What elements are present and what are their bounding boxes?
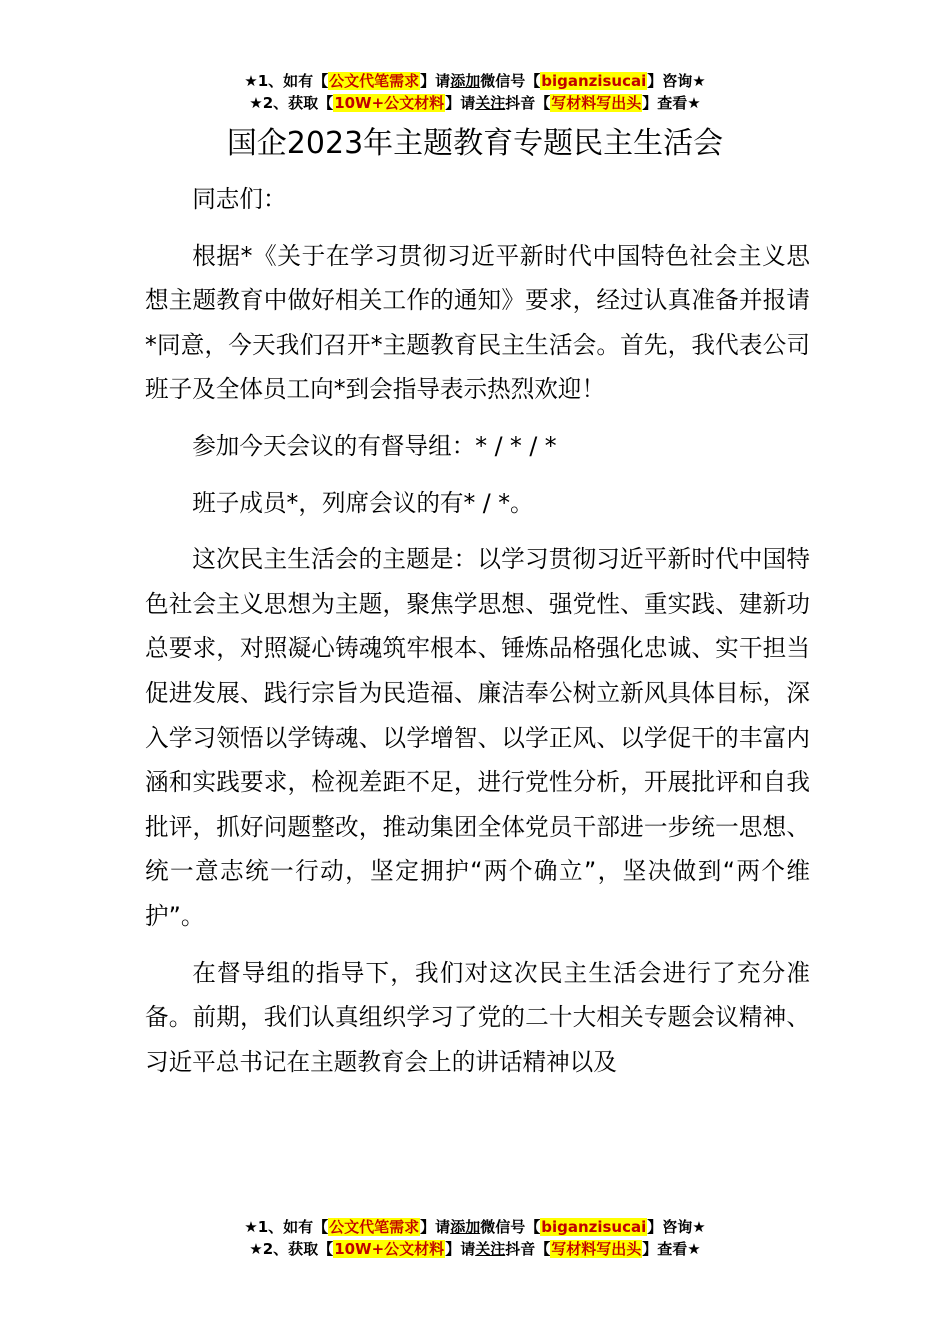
banner-line-2 <box>0 1238 950 1260</box>
banner-text: 微信号【 <box>480 72 541 90</box>
banner-highlight: 10W+公文材料 <box>334 1240 445 1258</box>
banner-text: 抖音【 <box>505 1240 551 1258</box>
paragraph-attendees: 参加今天会议的有督导组：* / * / * <box>192 431 557 460</box>
paragraph-salutation: 同志们： <box>192 185 287 213</box>
banner-text: 】请 <box>420 1218 451 1236</box>
banner-highlight: 写材料写出头 <box>551 94 642 112</box>
banner-highlight: biganzisucai <box>541 72 647 90</box>
banner-highlight: 10W+公文材料 <box>334 94 445 112</box>
banner-text: ★2、获取【 <box>249 1240 334 1258</box>
banner-line-2 <box>0 92 950 114</box>
banner-underline: 添加 <box>450 72 481 90</box>
banner-text: 】查看★ <box>642 1240 701 1258</box>
banner-text: ★1、如有【 <box>244 1218 329 1236</box>
banner-text: 】请 <box>420 72 451 90</box>
banner-text: ★2、获取【 <box>249 94 334 112</box>
banner-underline: 添加 <box>450 1218 481 1236</box>
document-title: 国企2023年主题教育专题民主生活会 <box>226 126 724 161</box>
banner-text: 】请 <box>445 1240 476 1258</box>
banner-text: 】查看★ <box>642 94 701 112</box>
header-banner <box>0 70 950 114</box>
footer-banner <box>0 1216 950 1260</box>
banner-line-1 <box>0 1216 950 1238</box>
banner-line-1 <box>0 70 950 92</box>
paragraph-preparation: 在督导组的指导下，我们对这次民主生活会进行了充分准备。前期，我们认真组织学习了党的二十大相关专题会议精神、习近平总书记在主题教育会上的讲话精神以及 <box>145 958 810 1076</box>
banner-highlight: 公文代笔需求 <box>329 1218 420 1236</box>
banner-highlight: 写材料写出头 <box>551 1240 642 1258</box>
banner-text: 】请 <box>445 94 476 112</box>
paragraph-members: 班子成员*，列席会议的有* / *。 <box>192 488 534 517</box>
banner-text: 抖音【 <box>505 94 551 112</box>
banner-text: 】咨询★ <box>647 1218 706 1236</box>
document-body <box>145 177 810 1096</box>
banner-highlight: 公文代笔需求 <box>329 72 420 90</box>
paragraph-theme: 这次民主生活会的主题是：以学习贯彻习近平新时代中国特色社会主义思想为主题，聚焦学思想、强党性、重实践、建新功总要求，对照凝心铸魂筑牢根本、锤炼品格强化忠诚、实干担当促进发展、践行宗旨为民造福、廉洁奉公树立新风具体目标，深入学习领悟以学铸魂、以学增智、以学正风、以学促干的丰富内涵和实践要求，检视差距不足，进行党性分析，开展批评和自我批评，抓好问题整改，推动集团全体党员干部进一步统一思想、统一意志统一行动，坚定拥护“两个确立”，坚决做到“两个维护”。 <box>145 545 810 930</box>
banner-text: 微信号【 <box>480 1218 541 1236</box>
banner-underline: 关注 <box>475 1240 506 1258</box>
paragraph: 根据*《关于在学习贯彻习近平新时代中国特色社会主义思想主题教育中做好相关工作的通知》要求，经过认真准备并报请*同意，今天我们召开*主题教育民主生活会。首先，我代表公司班子及全体员工向*到会指导表示热烈欢迎！ <box>145 241 810 404</box>
banner-text: 】咨询★ <box>647 72 706 90</box>
banner-underline: 关注 <box>475 94 506 112</box>
banner-text: ★1、如有【 <box>244 72 329 90</box>
banner-highlight: biganzisucai <box>541 1218 647 1236</box>
